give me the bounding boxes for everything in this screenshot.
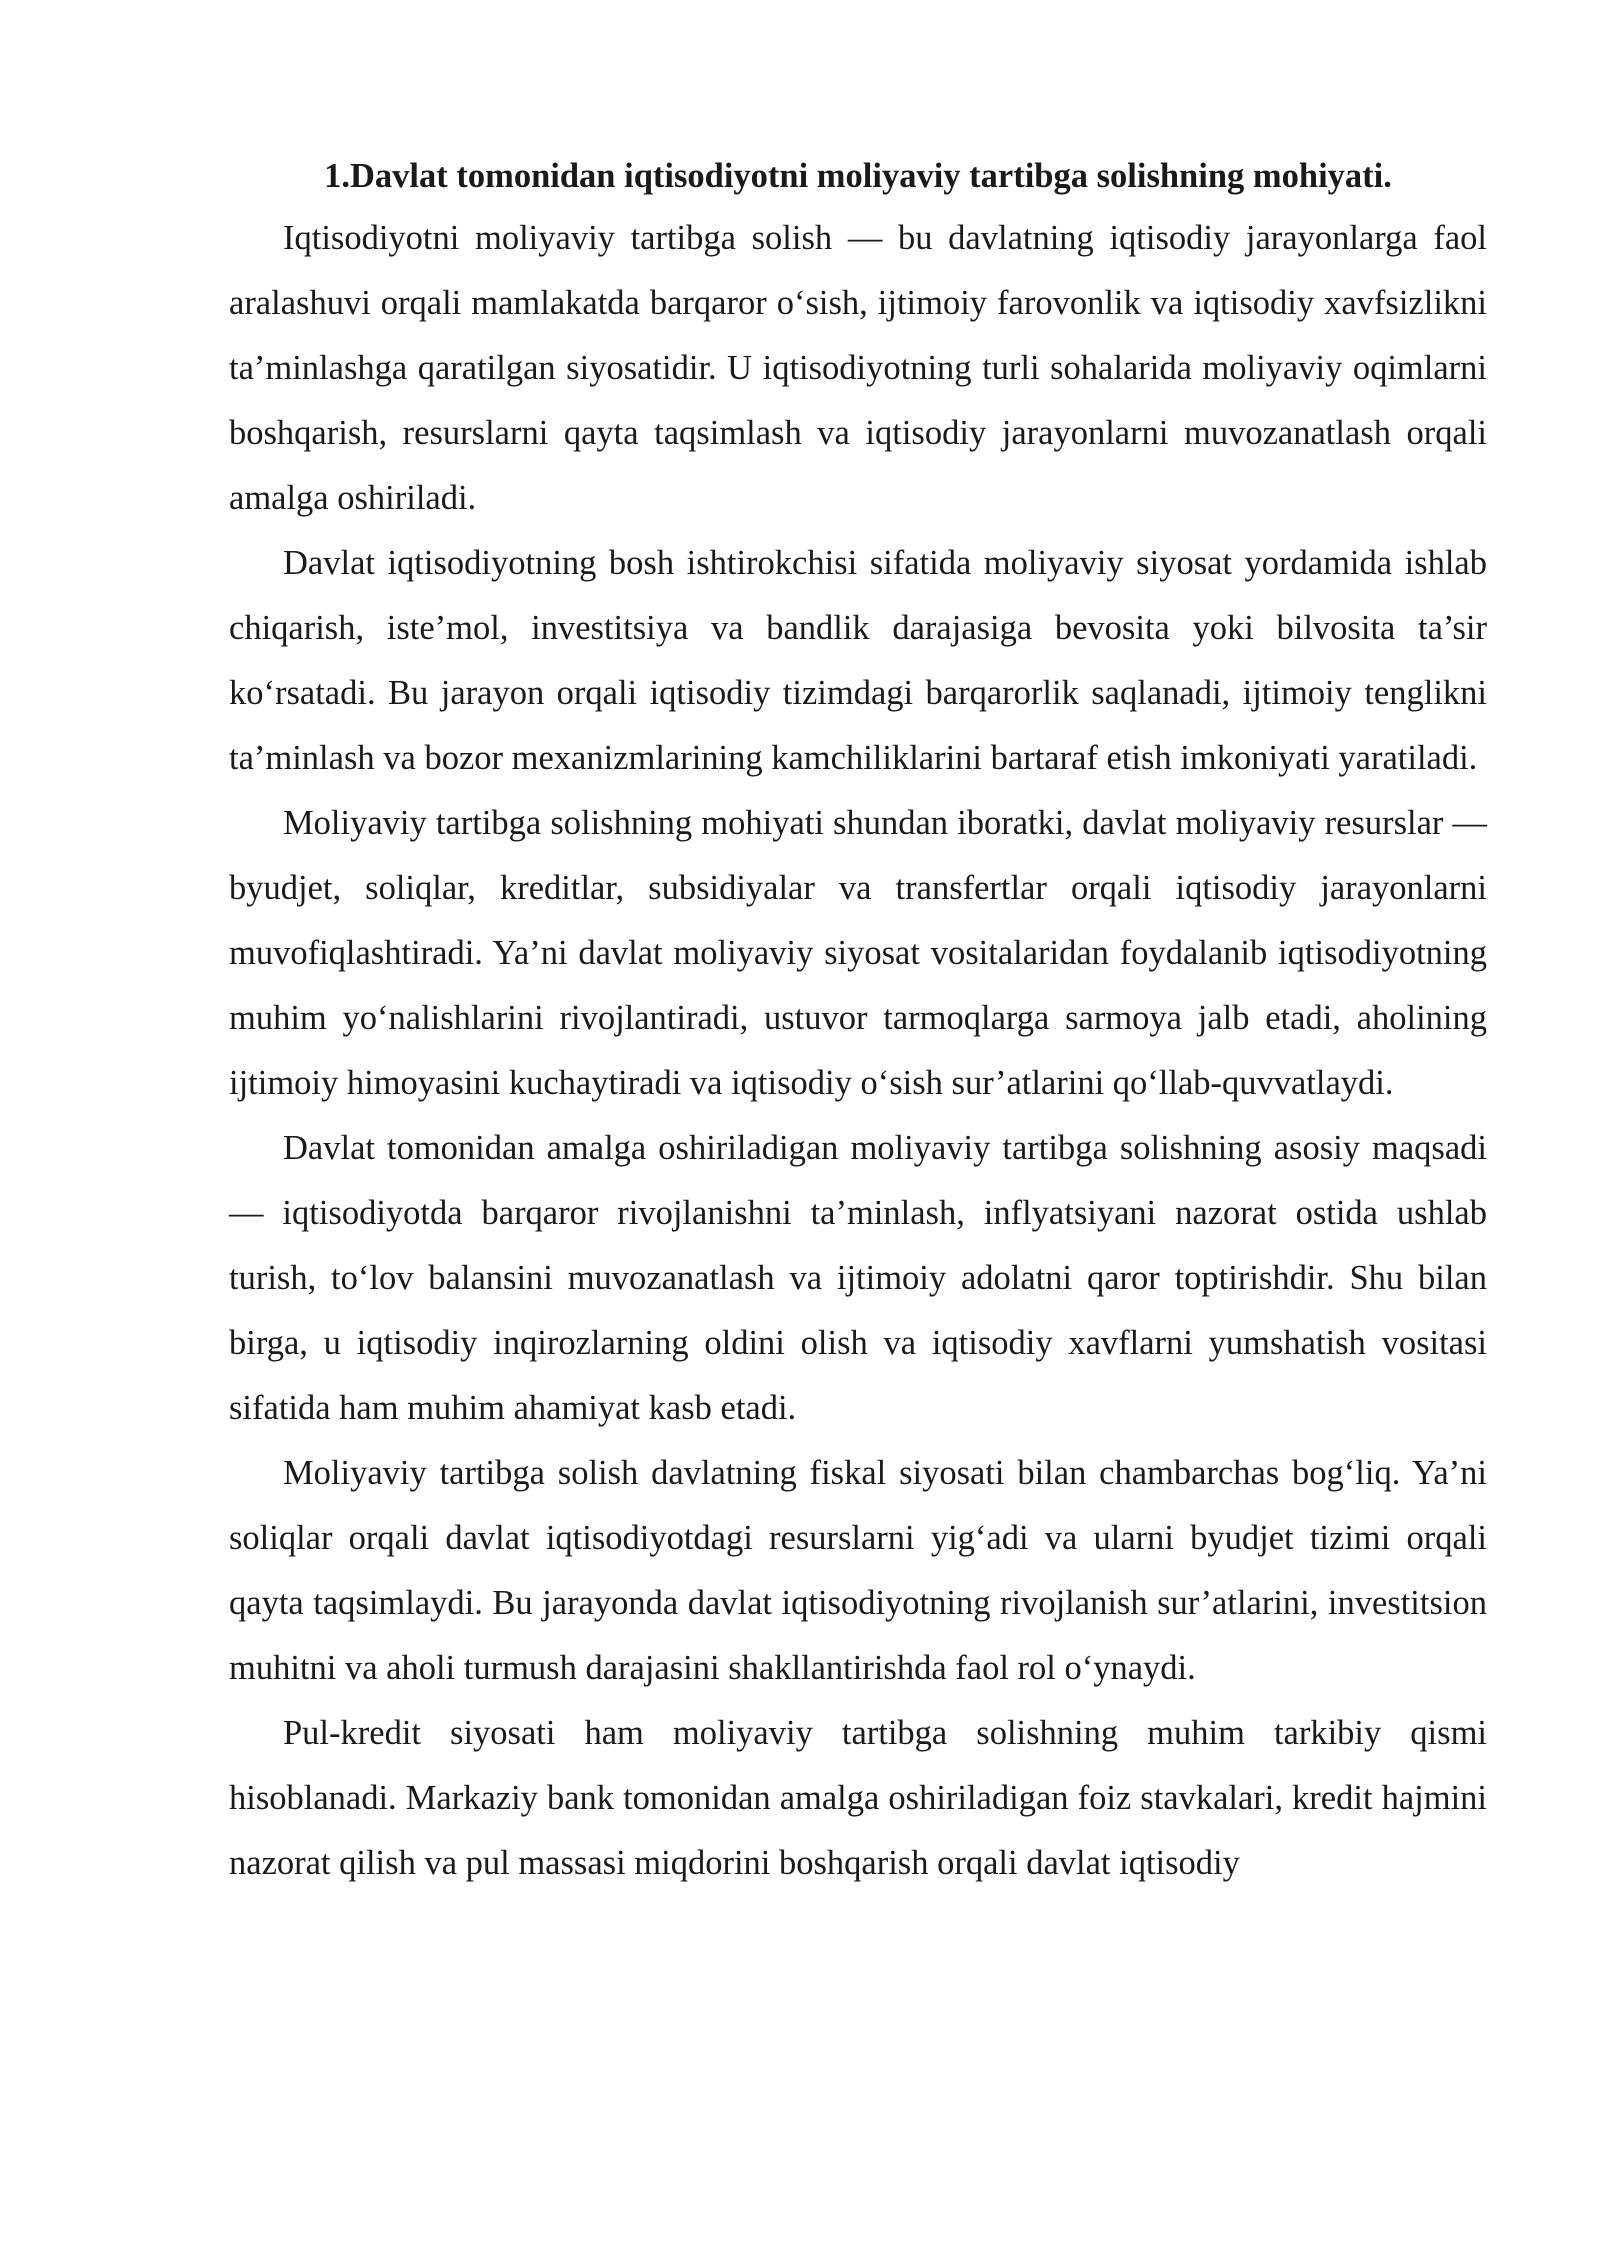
paragraph-3: Moliyaviy tartibga solishning mohiyati shundan iboratki, davlat moliyaviy resurslar — byudjet, soliqlar, kreditlar, subsidiyalar va transfertlar orqali iqtisodiy jarayonlarni muvofiqlashtiradi. Ya’ni davlat moliyaviy siyosat vositalaridan foydalanib iqtisodiyotning muhim yo‘nalishlarini rivojlantiradi, ustuvor tarmoqlarga sarmoya jalb etadi, aholining ijtimoiy himoyasini kuchaytiradi va iqtisodiy o‘sish sur’atlarini qo‘llab-quvvatlaydi. xyxy=(229,804,1487,1102)
paragraph-1: Iqtisodiyotni moliyaviy tartibga solish — bu davlatning iqtisodiy jarayonlarga faol aralashuvi orqali mamlakatda barqaror o‘sish, ijtimoiy farovonlik va iqtisodiy xavfsizlikni ta’minlashga qaratilgan siyosatidir. U iqtisodiyotning turli sohalarida moliyaviy oqimlarni boshqarish, resurslarni qayta taqsimlash va iqtisodiy jarayonlarni muvozanatlash orqali amalga oshiriladi. xyxy=(229,219,1487,517)
paragraph-2: Davlat iqtisodiyotning bosh ishtirokchisi sifatida moliyaviy siyosat yordamida ishlab chiqarish, iste’mol, investitsiya va bandlik darajasiga bevosita yoki bilvosita ta’sir ko‘rsatadi. Bu jarayon orqali iqtisodiy tizimdagi barqarorlik saqlanadi, ijtimoiy tenglikni ta’minlash va bozor mexanizmlarining kamchiliklarini bartaraf etish imkoniyati yaratiladi. xyxy=(229,544,1487,777)
paragraph-4: Davlat tomonidan amalga oshiriladigan moliyaviy tartibga solishning asosiy maqsadi — iqtisodiyotda barqaror rivojlanishni ta’minlash, inflyatsiyani nazorat ostida ushlab turish, to‘lov balansini muvozanatlash va ijtimoiy adolatni qaror toptirishdir. Shu bilan birga, u iqtisodiy inqirozlarning oldini olish va iqtisodiy xavflarni yumshatish vositasi sifatida ham muhim ahamiyat kasb etadi. xyxy=(229,1129,1487,1427)
paragraph-5: Moliyaviy tartibga solish davlatning fiskal siyosati bilan chambarchas bog‘liq. Ya’ni soliqlar orqali davlat iqtisodiyotdagi resurslarni yig‘adi va ularni byudjet tizimi orqali qayta taqsimlaydi. Bu jarayonda davlat iqtisodiyotning rivojlanish sur’atlarini, investitsion muhitni va aholi turmush darajasini shakllantirishda faol rol o‘ynaydi. xyxy=(229,1454,1487,1687)
section-heading: 1.Davlat tomonidan iqtisodiyotni moliyaviy tartibga solishning mohiyati. xyxy=(324,157,1392,195)
document-body xyxy=(229,146,1487,1896)
paragraph-6: Pul-kredit siyosati ham moliyaviy tartibga solishning muhim tarkibiy qismi hisoblanadi. Markaziy bank tomonidan amalga oshiriladigan foiz stavkalari, kredit hajmini nazorat qilish va pul massasi miqdorini boshqarish orqali davlat iqtisodiy xyxy=(229,1714,1487,1882)
